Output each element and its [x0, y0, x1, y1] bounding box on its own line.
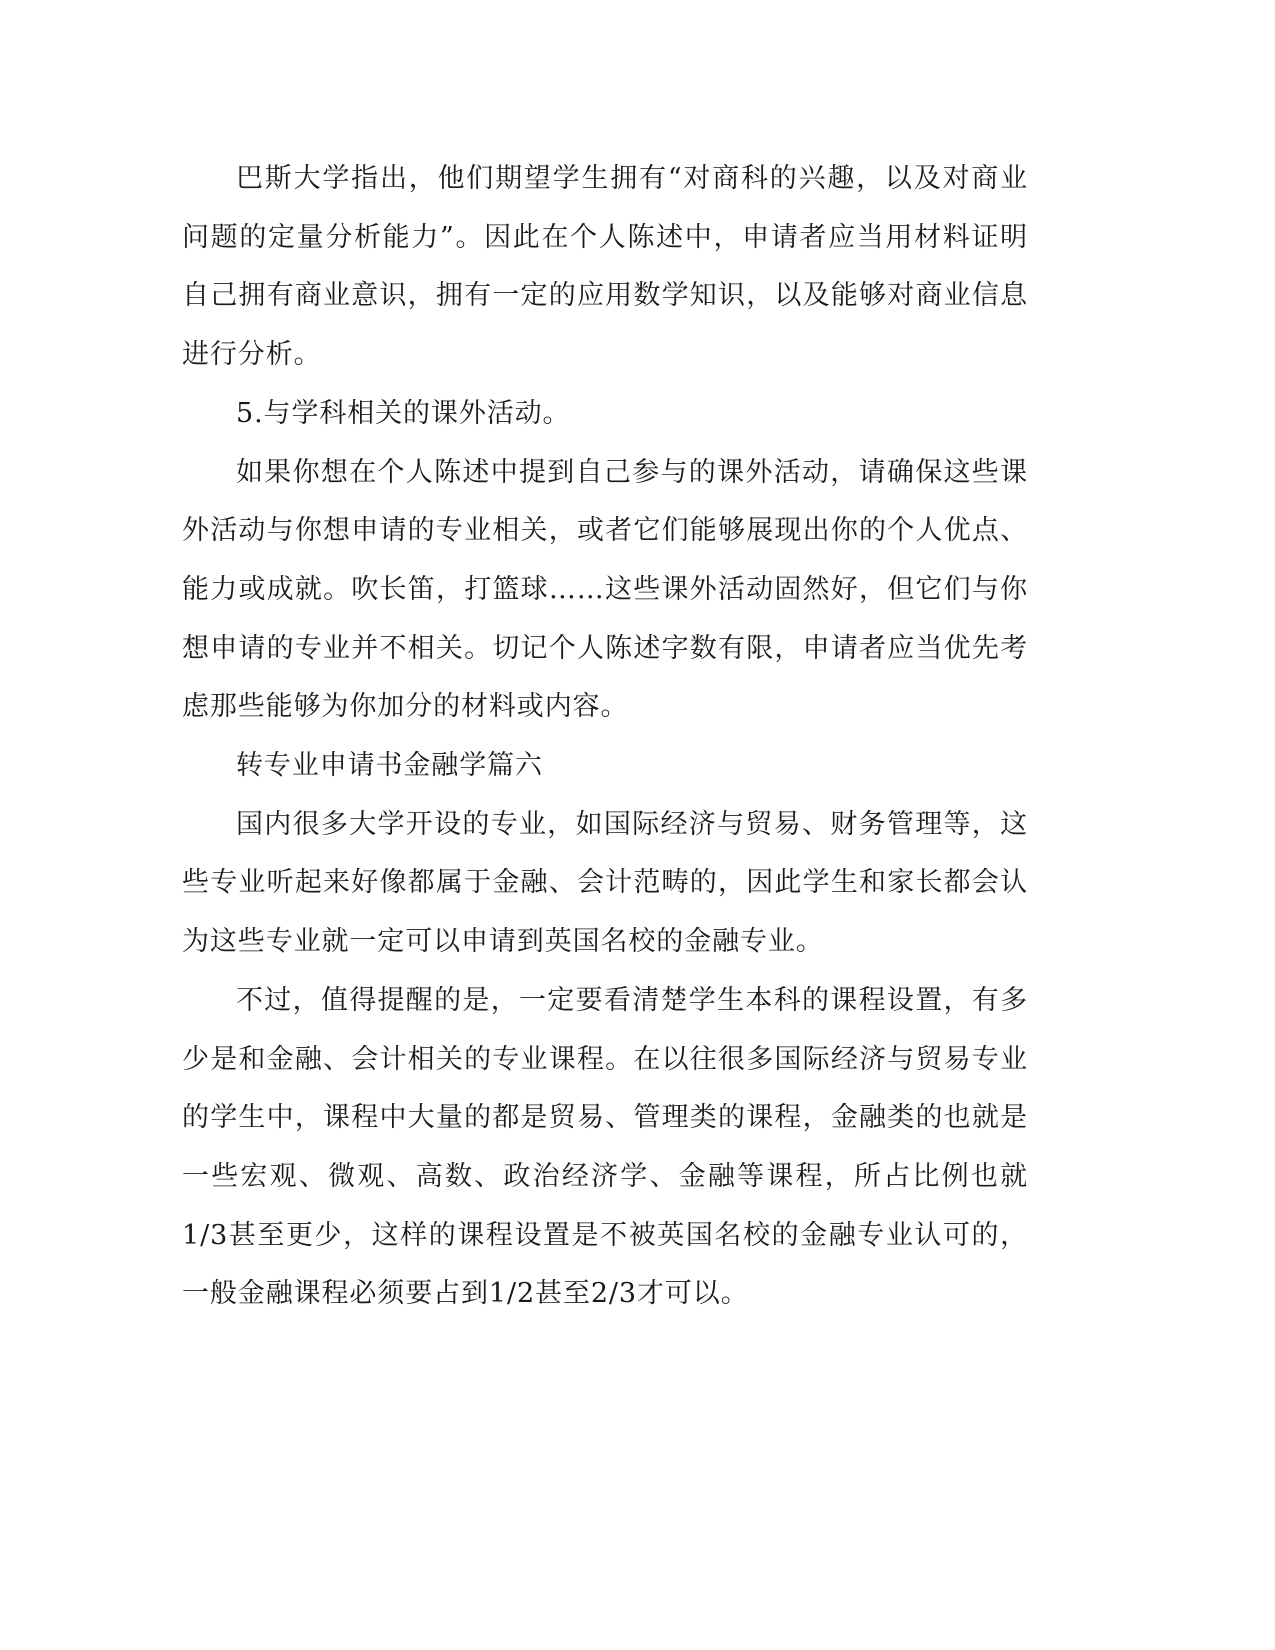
document-body — [182, 150, 1028, 1324]
paragraph-course-requirements: 不过，值得提醒的是，一定要看清楚学生本科的课程设置，有多少是和金融、会计相关的专业课程。在以往很多国际经济与贸易专业的学生中，课程中大量的都是贸易、管理类的课程，金融类的也就是一些宏观、微观、高数、政治经济学、金融等课程，所占比例也就1/3甚至更少，这样的课程设置是不被英国名校的金融专业认可的，一般金融课程必须要占到1/2甚至2/3才可以。 — [182, 984, 1028, 1310]
paragraph-extracurricular: 如果你想在个人陈述中提到自己参与的课外活动，请确保这些课外活动与你想申请的专业相关，或者它们能够展现出你的个人优点、能力或成就。吹长笛，打篮球……这些课外活动固然好，但它们与你想申请的专业并不相关。切记个人陈述字数有限，申请者应当优先考虑那些能够为你加分的材料或内容。 — [182, 456, 1028, 723]
paragraph-bath-university: 巴斯大学指出，他们期望学生拥有“对商科的兴趣，以及对商业问题的定量分析能力”。因此在个人陈述中，申请者应当用材料证明自己拥有商业意识，拥有一定的应用数学知识，以及能够对商业信息进行分析。 — [182, 163, 1028, 371]
section-heading-finance-part-six: 转专业申请书金融学篇六 — [236, 750, 543, 782]
paragraph-domestic-majors: 国内很多大学开设的专业，如国际经济与贸易、财务管理等，这些专业听起来好像都属于金融、会计范畴的，因此学生和家长都会认为这些专业就一定可以申请到英国名校的金融专业。 — [182, 808, 1028, 958]
section-heading-extracurricular: 5.与学科相关的课外活动。 — [236, 397, 571, 429]
